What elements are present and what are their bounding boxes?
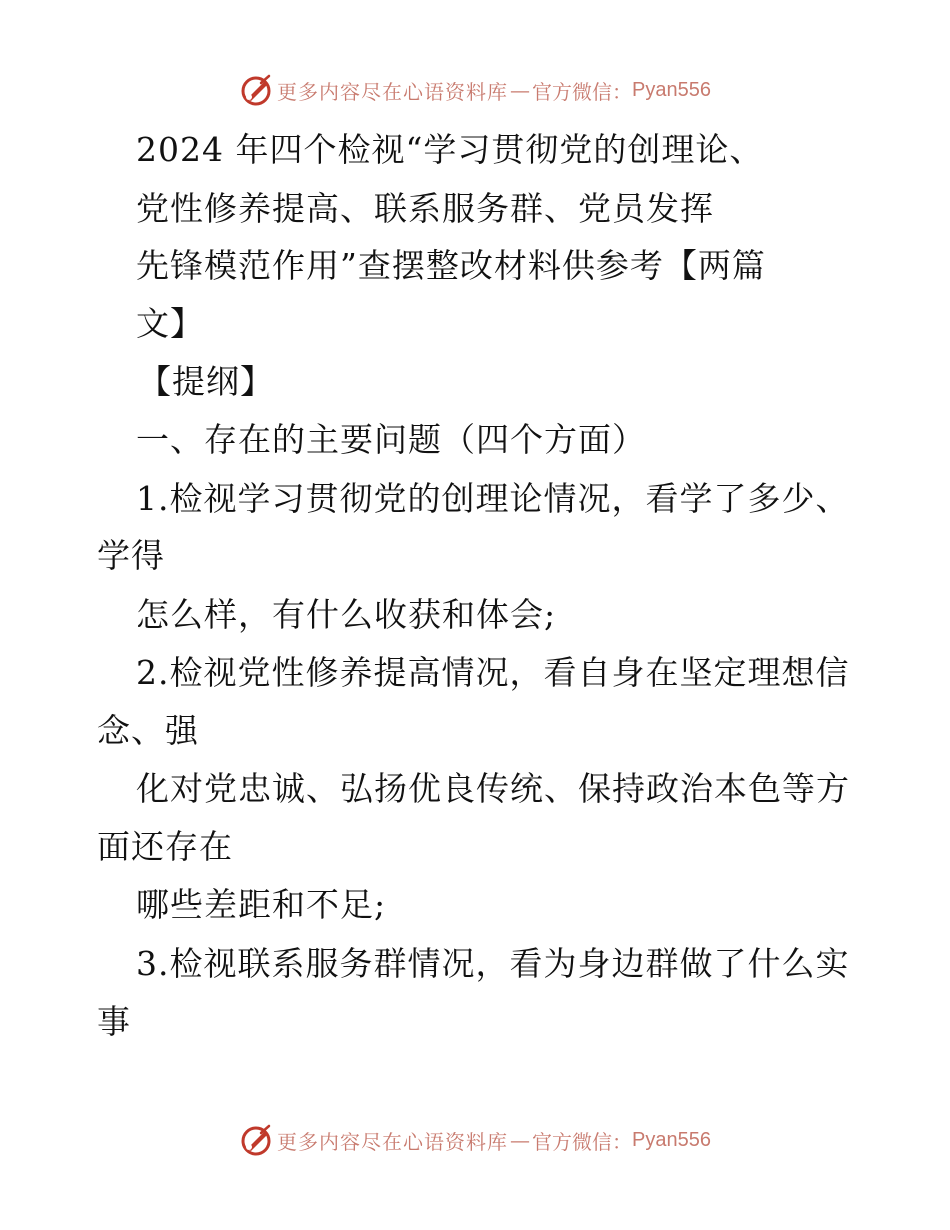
body-line: 学得 [97,536,165,575]
doc-title-line-4: 文】 [136,304,204,343]
watermark-separator: — [510,78,531,102]
body-line: 怎么样，有什么收获和体会; [136,595,557,634]
body-line: 念、强 [97,711,199,750]
body-line: 1.检视学习贯彻党的创理论情况，看学了多少、 [136,479,850,518]
body-line: 3.检视联系服务群情况，看为身边群做了什么实 [136,944,850,983]
watermark-contact-label: 官方微信： [532,79,633,104]
watermark-separator: — [510,1128,531,1152]
watermark-text: 更多内容尽在心语资料库 [277,79,509,104]
body-line: 哪些差距和不足; [136,885,387,924]
header-watermark-banner [0,70,950,110]
quill-seal-icon [239,1123,273,1157]
outline-label: 【提纲】 [138,362,274,401]
watermark-contact-id: Pyan556 [632,78,711,101]
body-line: 事 [97,1002,131,1041]
watermark-text: 更多内容尽在心语资料库 [277,1129,509,1154]
quill-seal-icon [239,73,273,107]
footer-watermark-banner [0,1120,950,1160]
doc-title-line-3: 先锋模范作用”查摆整改材料供参考【两篇 [136,246,766,285]
doc-title-line-2: 党性修养提高、联系服务群、党员发挥 [136,189,714,228]
body-line: 2.检视党性修养提高情况，看自身在坚定理想信 [136,653,850,692]
doc-title-line-1: 2024 年四个检视“学习贯彻党的创理论、 [136,130,764,169]
body-line: 化对党忠诚、弘扬优良传统、保持政治本色等方 [136,769,850,808]
watermark-contact-label: 官方微信： [532,1129,633,1154]
section-heading: 一、存在的主要问题（四个方面） [136,420,646,459]
body-line: 面还存在 [97,827,233,866]
watermark-contact-id: Pyan556 [632,1128,711,1151]
